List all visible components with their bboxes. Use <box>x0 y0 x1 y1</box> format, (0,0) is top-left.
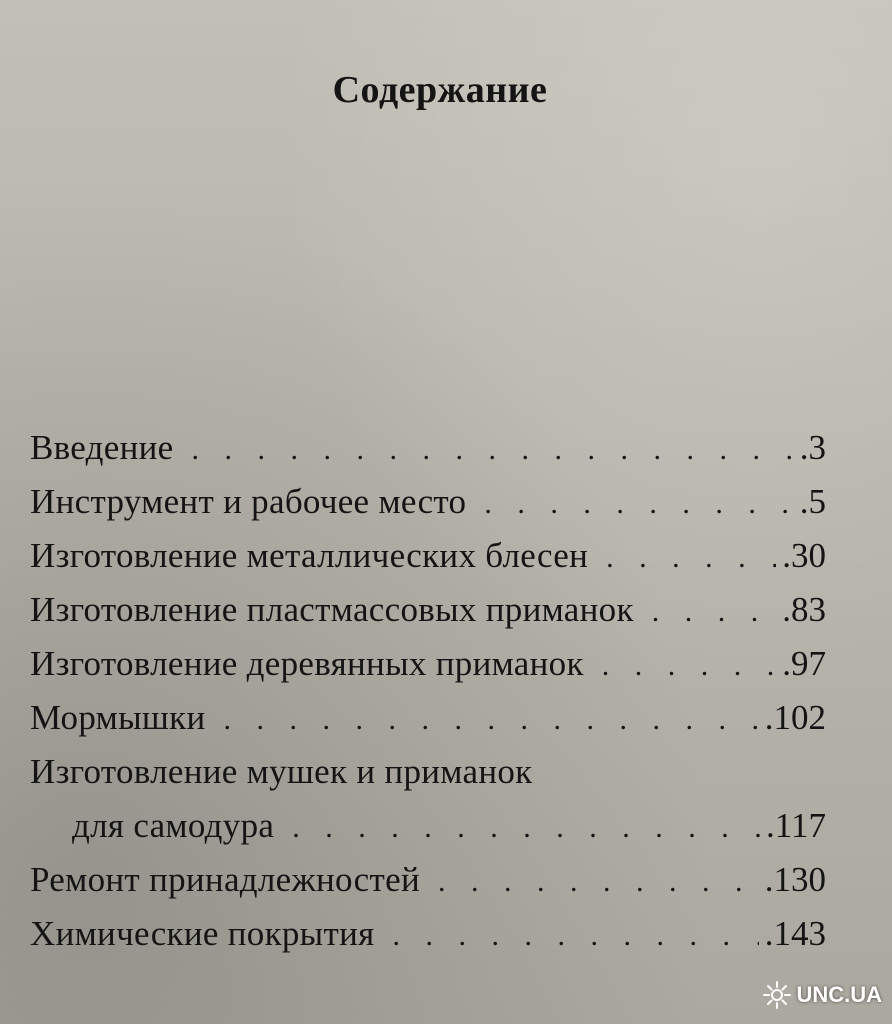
toc-entry-title: Изготовление деревянных приманок <box>30 644 584 683</box>
toc-entry-page: .97 <box>782 644 826 683</box>
toc-entry-page: .5 <box>799 482 826 521</box>
toc-entry-page: .130 <box>764 860 826 899</box>
toc-entry-page: .117 <box>766 806 826 845</box>
toc-entry-page: .30 <box>782 536 826 575</box>
toc-entry-title: Изготовление мушек и приманок <box>30 752 533 791</box>
toc-entry-title: Введение <box>30 428 174 467</box>
dot-leader <box>602 649 776 683</box>
toc-entry <box>30 590 826 644</box>
toc-entry-title: Мормышки <box>30 698 206 737</box>
toc-entry <box>30 698 826 752</box>
toc-entry-title: Ремонт принадлежностей <box>30 860 420 899</box>
toc-entry <box>30 752 826 806</box>
toc-entry <box>30 428 826 482</box>
page-title: Содержание <box>332 69 548 111</box>
table-of-contents <box>30 428 826 968</box>
dot-leader <box>606 541 776 575</box>
dot-leader <box>438 865 759 899</box>
dot-leader <box>484 487 793 521</box>
toc-entry-continuation <box>30 806 826 860</box>
dot-leader <box>223 703 758 737</box>
dot-leader <box>191 433 793 467</box>
watermark <box>762 980 882 1010</box>
toc-entry-title: Химические покрытия <box>30 914 375 953</box>
dot-leader <box>292 811 760 845</box>
watermark-text: UNC.UA <box>796 982 882 1007</box>
dot-leader <box>393 919 759 953</box>
toc-entry-page: .3 <box>799 428 826 467</box>
sun-icon <box>762 980 792 1010</box>
toc-entry <box>30 536 826 590</box>
toc-entry <box>30 914 826 968</box>
toc-entry <box>30 482 826 536</box>
toc-entry-page: .102 <box>764 698 826 737</box>
toc-entry-page: .143 <box>764 914 826 953</box>
toc-entry <box>30 860 826 914</box>
toc-entry-title-continued: для самодура <box>72 806 275 845</box>
toc-entry-title: Изготовление пластмассовых приманок <box>30 590 634 629</box>
toc-entry-title: Изготовление металлических блесен <box>30 536 589 575</box>
toc-entry-title: Инструмент и рабочее место <box>30 482 467 521</box>
dot-leader <box>652 595 776 629</box>
toc-entry <box>30 644 826 698</box>
toc-entry-page: .83 <box>782 590 826 629</box>
